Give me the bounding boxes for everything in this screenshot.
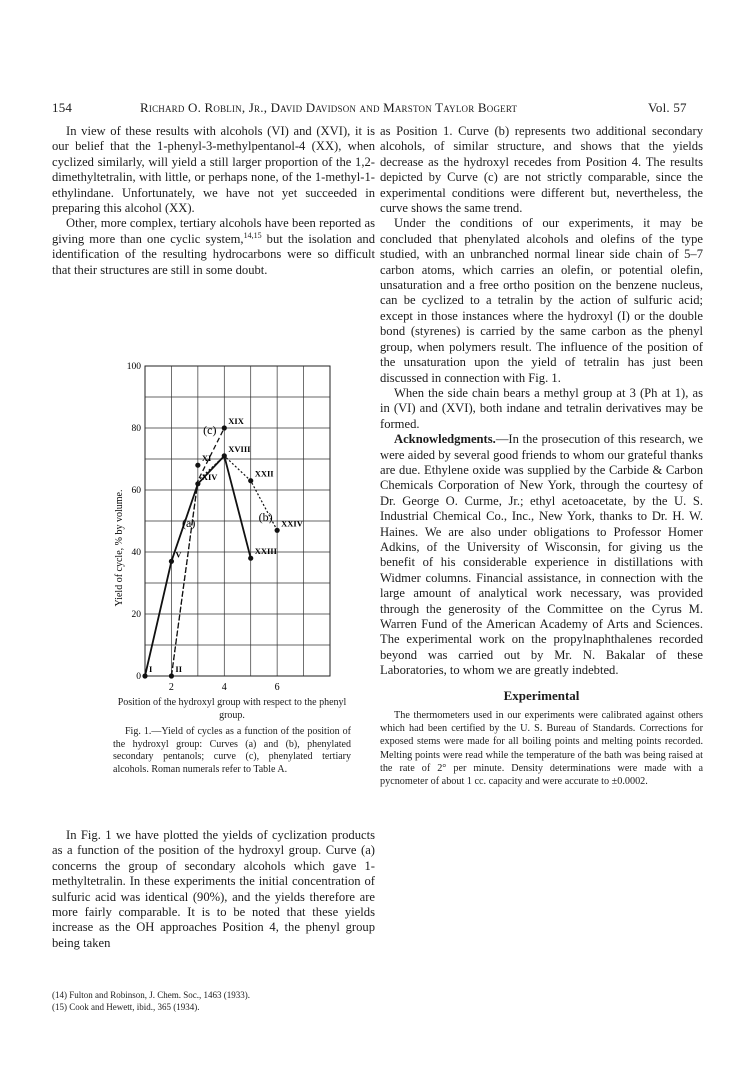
- point-label: V: [175, 549, 182, 560]
- point-label: XIV: [201, 471, 218, 482]
- data-point: [195, 481, 200, 486]
- paragraph: When the side chain bears a methyl group at 3 (Ph at 1), as in (VI) and (XVI), both indane and tetralin derivatives may be formed.: [380, 385, 703, 431]
- x-tick-label: 4: [221, 682, 227, 693]
- left-column-top: [52, 124, 375, 278]
- point-label: XVIII: [228, 443, 251, 454]
- data-point: [195, 463, 200, 468]
- y-tick-label: 0: [136, 672, 141, 682]
- page-number: 154: [52, 100, 73, 115]
- point-label: I: [149, 664, 153, 674]
- data-point: [169, 559, 174, 564]
- point-label: II: [175, 664, 183, 674]
- y-tick-label: 100: [126, 362, 141, 372]
- point-label: XXIII: [254, 546, 277, 557]
- curve-label: (a): [182, 516, 196, 531]
- running-head-authors: Richard O. Roblin, Jr., David Davidson and Marston Taylor Bogert: [140, 100, 518, 115]
- experimental-text: The thermometers used in our experiments were calibrated against others which had been certified by the U. S. Bureau of Standards. Corrections for exposed stems were made for all boiling points and melting points recorded. Melting points were read while the temperature of the bath was being raised at the rate of 2° per minute. Density determinations were made with a pycnometer of about 1 cc. capacity and were accurate to ±0.0002.: [380, 710, 703, 788]
- footnote-15: (15) Cook and Hewett, ibid., 365 (1934).: [52, 1002, 200, 1012]
- point-label: XIX: [228, 416, 244, 426]
- paragraph: Under the conditions of our experiments, it may be concluded that phenylated alcohols and olefins of the type studied, with an unbranched normal linear side chain of 5–7 carbon atoms, which carries an olefin, or potential olefin, unsaturation and a free ortho position on the benzene nucleus, can be cyclized to a tetralin by the action of sulfuric acid; except in those instances where the hydroxyl (I) or the double bond (styrenes) is carried by the same carbon as the phenyl group, when polymers result. The influence of the position of the unsaturation upon the yield of tetralin has just been discussed in connection with Fig. 1.: [380, 216, 703, 385]
- y-tick-label: 60: [131, 486, 141, 496]
- point-label: XXII: [254, 468, 274, 479]
- curve-label: (b): [258, 510, 273, 524]
- curve-label: (c): [203, 423, 217, 438]
- caption-title: Fig. 1.: [125, 726, 152, 737]
- paragraph: Other, more complex, tertiary alcohols have been reported as giving more than one cyclic system,$^{14,15}$ but the isolation and identification of the resulting hydrocarbons were so difficult that their structures are still in some doubt.: [52, 216, 375, 277]
- ack-title: Acknowledgments.: [394, 432, 496, 447]
- x-tick-label: 2: [168, 682, 174, 693]
- figure-caption: [113, 726, 351, 776]
- volume-label: Vol. 57: [648, 100, 687, 115]
- y-tick-label: 80: [131, 424, 141, 434]
- point-label: XXIV: [281, 518, 303, 529]
- footnote-ref: 14,15: [243, 230, 262, 240]
- data-point: [169, 673, 174, 678]
- figure-1-chart: [100, 356, 350, 696]
- y-tick-label: 40: [131, 548, 141, 558]
- x-axis-label: Position of the hydroxyl group with respect to the phenyl group.: [117, 697, 347, 721]
- data-point: [142, 673, 147, 678]
- y-tick-label: 20: [131, 610, 141, 620]
- experimental-heading: Experimental: [503, 687, 580, 703]
- y-axis-label: Yield of cycle, % by volume.: [114, 489, 125, 607]
- caption-text: —Yield of cycles as a function of the position of the hydroxyl group: Curves (a) and (b), phenylated secondary pentanols; curve (c), phenylated tertiary alcohols. Roman numerals refer to Table A.: [113, 726, 351, 775]
- acknowledgments: [380, 432, 703, 679]
- ack-text: —In the prosecution of this research, we were aided by several good friends to whom our grateful thanks are due. Ethylene oxide was supplied by the Carbide & Carbon Chemicals Corporation of New York, through the courtesy of Dr. George O. Curme, Jr.; ethyl acetoacetate, by the U. S. Industrial Chemical Co., Inc., New York, thanks to Dr. H. W. Haines. We are also under obligations to Professor Homer Adkins, of the University of Wisconsin, for giving us the benefit of his considerable experience in distillations with Widmer columns. Financial assistance, in connection with the large amount of analytical work necessary, was provided through the generosity of the Committee on the Cyrus M. Warren Fund of the American Academy of Arts and Sciences. The experimental work on the propylnaphthalenes recorded beyond was carried out by Mr. N. Bakalar of these Laboratories, to whom we are greatly indebted.: [380, 432, 703, 678]
- data-point: [248, 556, 253, 561]
- data-point: [248, 478, 253, 483]
- data-point: [275, 528, 280, 533]
- footnote-14: (14) Fulton and Robinson, J. Chem. Soc., 1463 (1933).: [52, 990, 250, 1000]
- data-point: [222, 453, 227, 458]
- left-column-bottom: [52, 828, 375, 951]
- x-tick-label: 6: [274, 682, 280, 693]
- paragraph: as Position 1. Curve (b) represents two additional secondary alcohols, of similar structure, and shows that the yields decrease as the hydroxyl recedes from Position 4. The results depicted by Curve (c) are not strictly comparable, since the experimental conditions were different but, nevertheless, the curve shows the same trend.: [380, 124, 703, 216]
- paragraph: In view of these results with alcohols (VI) and (XVI), it is our belief that the 1-phenyl-3-methylpentanol-4 (XX), when cyclized similarly, will yield a still larger proportion of the 1,2-dimethyltetralin, with little, or perhaps none, of the 1-methyl-1-ethylindane. Unfortunately, we have not yet succeeded in preparing this alcohol (XX).: [52, 124, 375, 216]
- right-column: [380, 124, 703, 788]
- paragraph: In Fig. 1 we have plotted the yields of cyclization products as a function of the position of the hydroxyl group. Curve (a) concerns the group of secondary alcohols which gave 1-methyltetralin. In these experiments the initial concentration of sulfuric acid was identical (90%), and the yields therefore are more fairly comparable. It is to be noted that these yields increase as the OH approaches Position 4, the phenyl group being taken: [52, 828, 375, 950]
- point-label: XI: [201, 453, 212, 464]
- data-point: [222, 425, 227, 430]
